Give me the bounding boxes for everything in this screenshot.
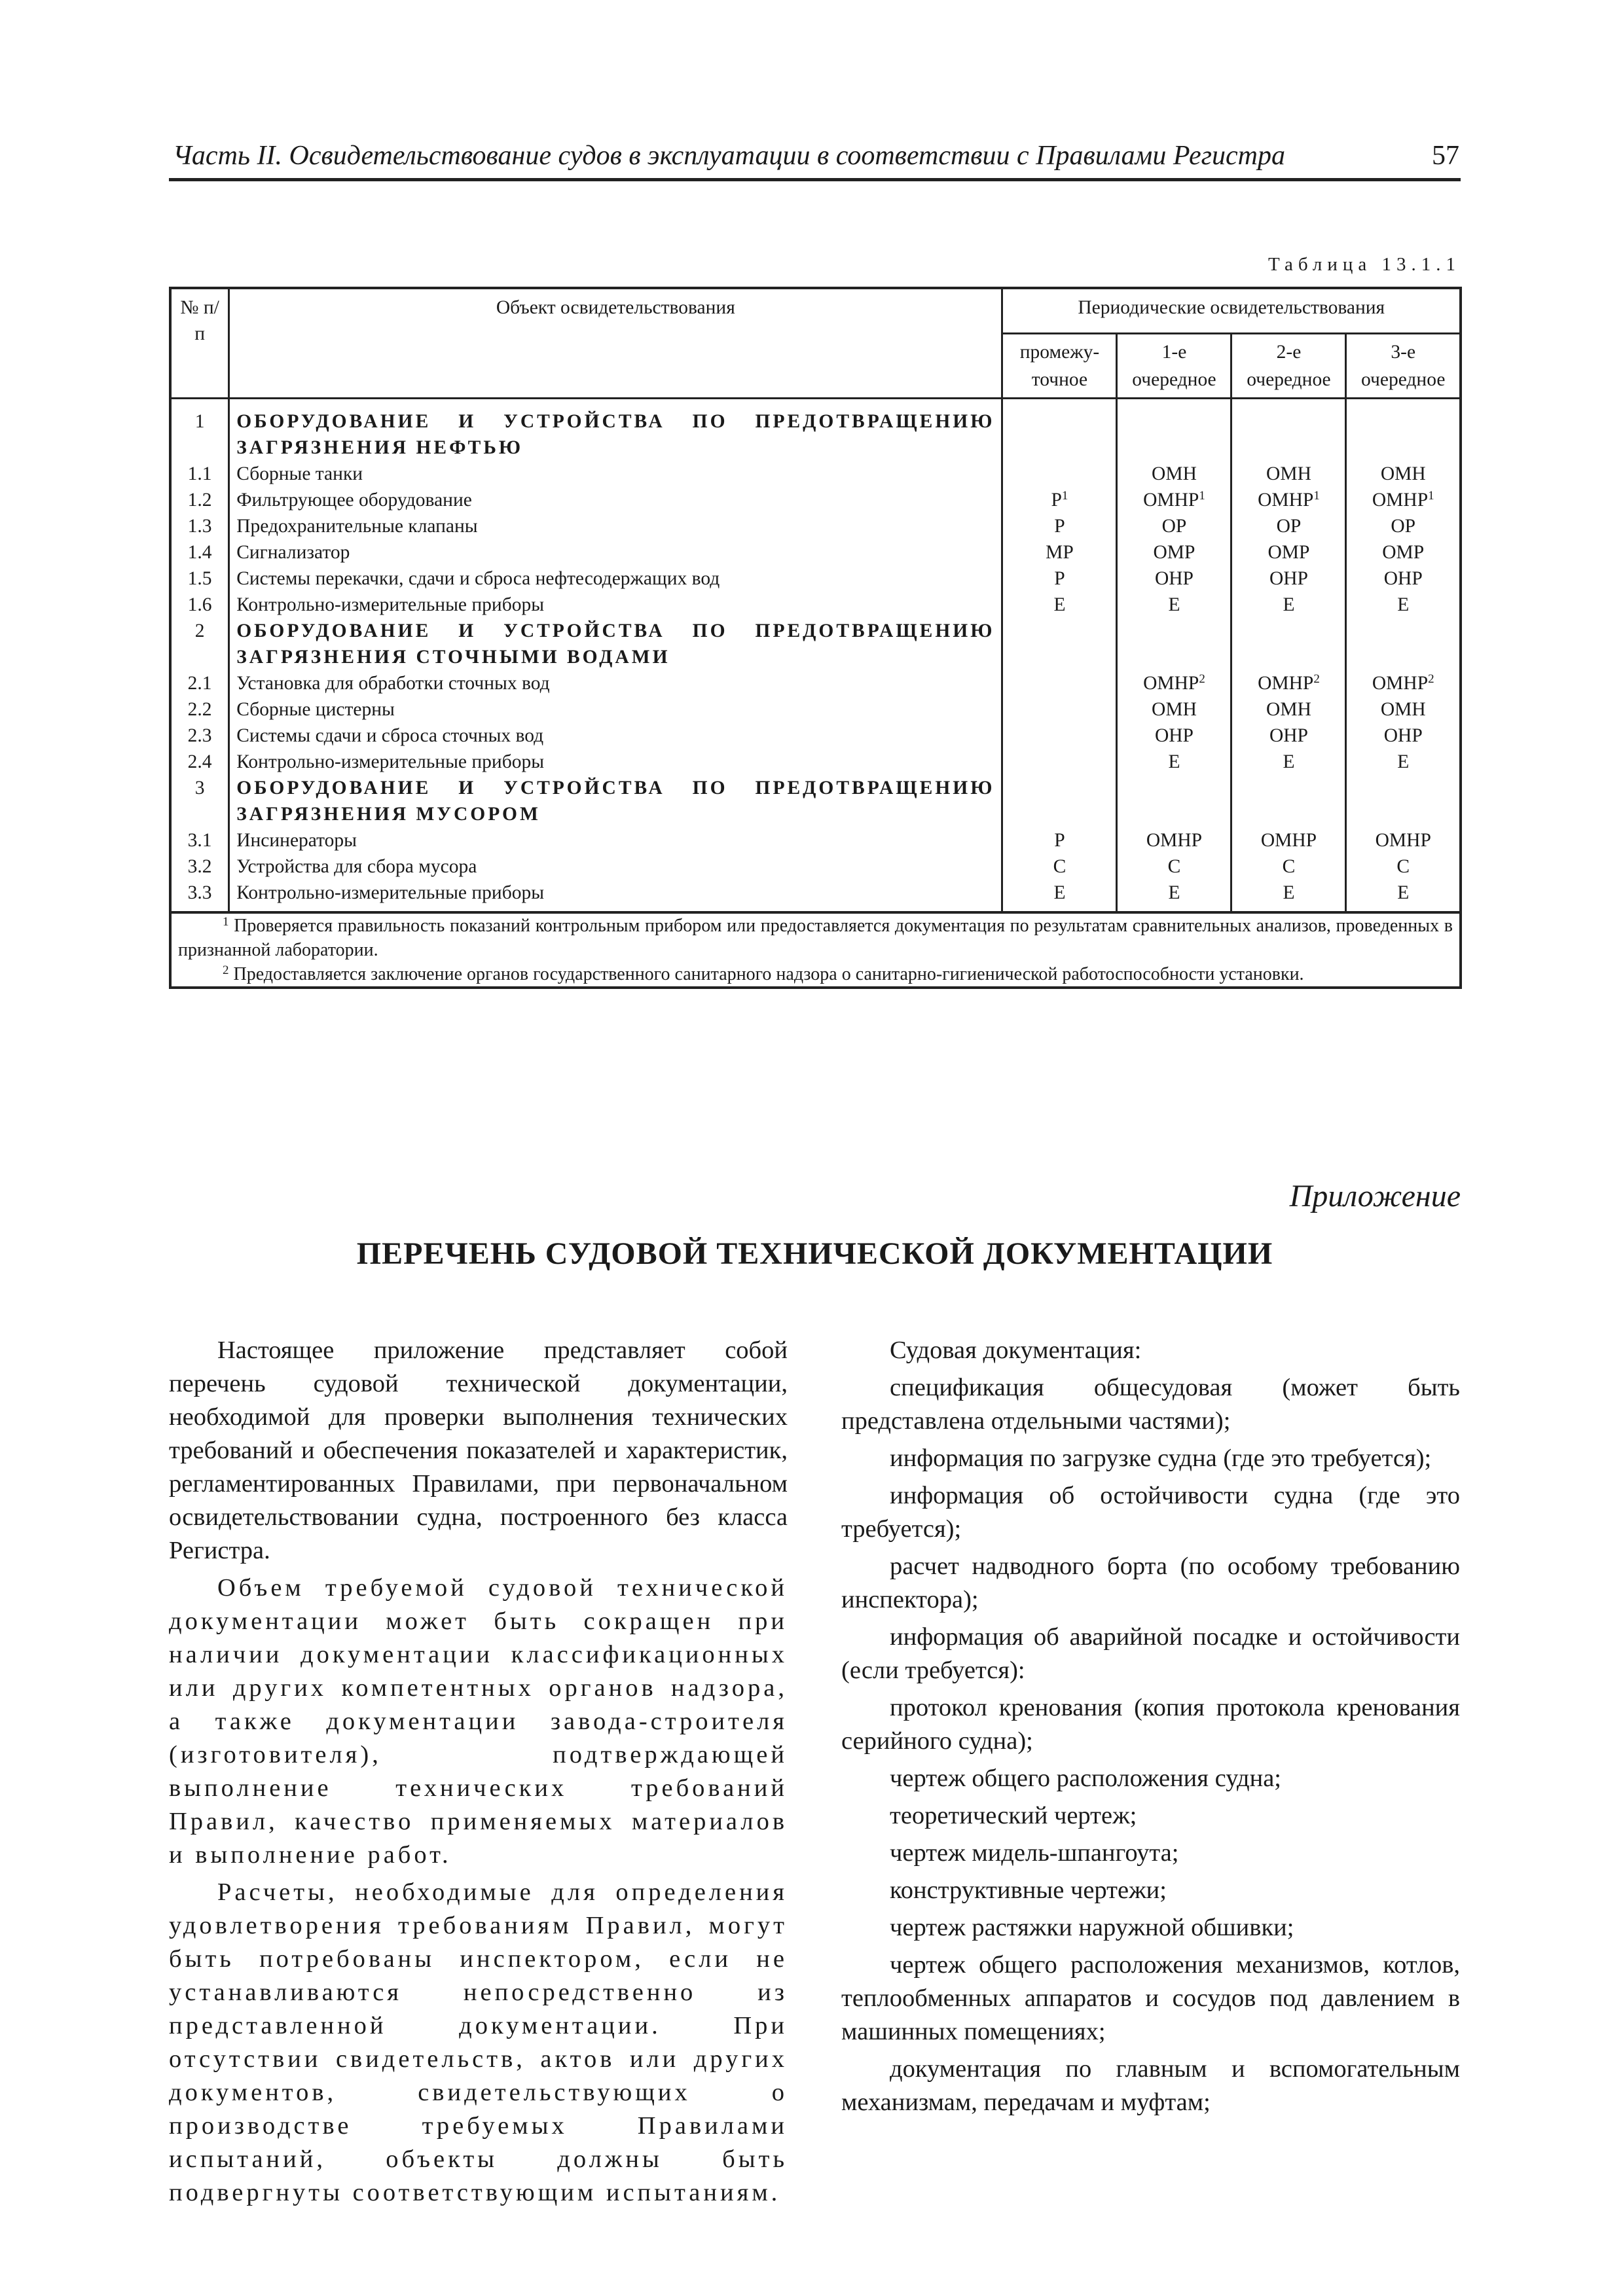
row-first: ОМНР$^2$ xyxy=(1117,670,1231,696)
list-item: чертеж общего расположения судна; xyxy=(890,1765,1281,1792)
table-row xyxy=(170,461,1461,487)
row-intermediate xyxy=(1002,670,1117,696)
row-intermediate xyxy=(1002,749,1117,775)
row-first: ОНР xyxy=(1117,565,1231,592)
row-third: ОР xyxy=(1346,513,1461,539)
table-row xyxy=(170,880,1461,912)
row-second xyxy=(1231,618,1346,670)
row-first: ОР xyxy=(1117,513,1231,539)
list-item: информация по загрузке судна (где это требуется); xyxy=(890,1444,1432,1472)
row-first: ОНР xyxy=(1117,723,1231,749)
row-intermediate: Е xyxy=(1002,592,1117,618)
table-row xyxy=(170,827,1461,853)
row-first: ОМН xyxy=(1117,696,1231,723)
row-object: Фильтрующее оборудование xyxy=(229,487,1002,513)
list-item: чертеж общего расположения механизмов, котлов, теплообменных аппаратов и сосудов под давлением в машинных помещениях; xyxy=(841,1951,1460,2045)
row-number: 1.4 xyxy=(170,539,229,565)
table-row xyxy=(170,775,1461,827)
row-intermediate xyxy=(1002,618,1117,670)
survey-table xyxy=(169,287,1462,989)
paragraph: Судовая документация: xyxy=(890,1336,1142,1364)
header-first: 1-е очередное xyxy=(1117,334,1231,399)
row-number: 1.6 xyxy=(170,592,229,618)
row-number: 2.4 xyxy=(170,749,229,775)
row-third: Е xyxy=(1346,592,1461,618)
header-third: 3-е очередное xyxy=(1346,334,1461,399)
row-object: Системы сдачи и сброса сточных вод xyxy=(229,723,1002,749)
row-third: ОНР xyxy=(1346,723,1461,749)
footnote: $^2$ Предоставляется заключение органов государственного санитарного надзора о санитарно-гигиенической работоспособности установки. xyxy=(223,963,1304,984)
row-third: ОМНР$^1$ xyxy=(1346,487,1461,513)
row-third xyxy=(1346,399,1461,461)
row-object: Сборные танки xyxy=(229,461,1002,487)
row-number: 1.3 xyxy=(170,513,229,539)
row-object: Контрольно-измерительные приборы xyxy=(229,880,1002,912)
row-number: 2.1 xyxy=(170,670,229,696)
row-number: 3.3 xyxy=(170,880,229,912)
row-third: ОМН xyxy=(1346,461,1461,487)
row-number: 3.1 xyxy=(170,827,229,853)
row-third: С xyxy=(1346,853,1461,880)
row-intermediate: $Р^1$ xyxy=(1002,487,1117,513)
header-intermediate: промежу-точное xyxy=(1002,334,1117,399)
table-row xyxy=(170,399,1461,461)
running-title: Часть II. Освидетельствование судов в эксплуатации в соответствии с Правилами Регистра xyxy=(173,141,1285,171)
row-object: Системы перекачки, сдачи и сброса нефтесодержащих вод xyxy=(229,565,1002,592)
left-column xyxy=(169,1334,788,2214)
paragraph: Расчеты, необходимые для определения удовлетворения требованиям Правил, могут быть потребованы инспектором, если не устанавливаются непосредственно из представленной документации. При отсутствии свидетельств, актов или других документов, свидетельствующих о производстве требуемых Правилами испытаний, объекты должны быть подвергнуты соответствующим испытаниям. xyxy=(169,1878,788,2206)
row-object: Инсинераторы xyxy=(229,827,1002,853)
row-intermediate: Е xyxy=(1002,880,1117,912)
row-number: 2.3 xyxy=(170,723,229,749)
row-second xyxy=(1231,775,1346,827)
list-item: протокол кренования (копия протокола кренования серийного судна); xyxy=(841,1694,1460,1755)
row-third xyxy=(1346,618,1461,670)
right-column xyxy=(841,1334,1460,2123)
header-periodic: Периодические освидетельствования xyxy=(1002,288,1461,334)
row-second: ОМНР$^1$ xyxy=(1231,487,1346,513)
row-number: 3 xyxy=(170,775,229,827)
list-item: чертеж мидель-шпангоута; xyxy=(890,1839,1179,1867)
row-second: ОМНР xyxy=(1231,827,1346,853)
row-number: 1 xyxy=(170,399,229,461)
list-item: конструктивные чертежи; xyxy=(890,1876,1167,1904)
row-second: ОНР xyxy=(1231,723,1346,749)
list-item: информация об аварийной посадке и остойчивости (если требуется): xyxy=(841,1623,1460,1684)
list-item: чертеж растяжки наружной обшивки; xyxy=(890,1914,1294,1941)
row-second: Е xyxy=(1231,880,1346,912)
row-intermediate: Р xyxy=(1002,827,1117,853)
table-row xyxy=(170,696,1461,723)
table-row xyxy=(170,618,1461,670)
row-first: Е xyxy=(1117,880,1231,912)
row-object: Сборные цистерны xyxy=(229,696,1002,723)
row-first xyxy=(1117,618,1231,670)
row-intermediate: Р xyxy=(1002,513,1117,539)
table-row xyxy=(170,749,1461,775)
table-row xyxy=(170,539,1461,565)
row-first: ОМНР xyxy=(1117,827,1231,853)
header-no: № п/п xyxy=(170,288,229,399)
row-object: Предохранительные клапаны xyxy=(229,513,1002,539)
row-object: ОБОРУДОВАНИЕ И УСТРОЙСТВА ПО ПРЕДОТВРАЩЕНИЮ ЗАГРЯЗНЕНИЯ МУСОРОМ xyxy=(229,775,1002,827)
appendix-title: ПЕРЕЧЕНЬ СУДОВОЙ ТЕХНИЧЕСКОЙ ДОКУМЕНТАЦИИ xyxy=(356,1236,1273,1271)
table-row xyxy=(170,513,1461,539)
row-second: Е xyxy=(1231,749,1346,775)
header-object: Объект освидетельствования xyxy=(229,288,1002,399)
row-second: ОМН xyxy=(1231,696,1346,723)
row-intermediate: МР xyxy=(1002,539,1117,565)
row-first: ОМН xyxy=(1117,461,1231,487)
row-object: Контрольно-измерительные приборы xyxy=(229,592,1002,618)
row-third: Е xyxy=(1346,749,1461,775)
row-first xyxy=(1117,775,1231,827)
row-third: ОМР xyxy=(1346,539,1461,565)
row-number: 1.2 xyxy=(170,487,229,513)
row-third: ОМНР xyxy=(1346,827,1461,853)
row-second: ОР xyxy=(1231,513,1346,539)
paragraph: Настоящее приложение представляет собой перечень судовой технической документации, необходимой для проверки выполнения технических требований и обеспечения показателей и характеристик, регламентированных Правилами, при первоначальном освидетельствовании судна, построенного без класса Регистра. xyxy=(169,1336,788,1564)
row-number: 2.2 xyxy=(170,696,229,723)
page-number: 57 xyxy=(1432,141,1459,171)
row-second: ОМН xyxy=(1231,461,1346,487)
row-first: С xyxy=(1117,853,1231,880)
row-intermediate xyxy=(1002,461,1117,487)
row-number: 1.5 xyxy=(170,565,229,592)
table-row xyxy=(170,853,1461,880)
row-first xyxy=(1117,399,1231,461)
row-intermediate xyxy=(1002,399,1117,461)
row-object: Сигнализатор xyxy=(229,539,1002,565)
row-second: С xyxy=(1231,853,1346,880)
table-row xyxy=(170,723,1461,749)
row-second xyxy=(1231,399,1346,461)
row-first: ОМР xyxy=(1117,539,1231,565)
row-object: Установка для обработки сточных вод xyxy=(229,670,1002,696)
appendix-label: Приложение xyxy=(1289,1179,1461,1213)
row-third: Е xyxy=(1346,880,1461,912)
row-second: ОНР xyxy=(1231,565,1346,592)
paragraph: Объем требуемой судовой технической документации может быть сокращен при наличии документации классификационных или других компетентных органов надзора, а также документации завода-строителя (изготовителя), подтверждающей выполнение технических требований Правил, качество применяемых материалов и выполнение работ. xyxy=(169,1574,788,1869)
row-first: Е xyxy=(1117,749,1231,775)
table-body xyxy=(170,399,1461,913)
table-row xyxy=(170,487,1461,513)
row-third xyxy=(1346,775,1461,827)
row-third: ОМНР$^2$ xyxy=(1346,670,1461,696)
row-object: Устройства для сбора мусора xyxy=(229,853,1002,880)
row-number: 3.2 xyxy=(170,853,229,880)
row-intermediate xyxy=(1002,696,1117,723)
list-item: расчет надводного борта (по особому требованию инспектора); xyxy=(841,1552,1460,1613)
row-intermediate: Р xyxy=(1002,565,1117,592)
table-caption: Таблица 13.1.1 xyxy=(1267,254,1461,275)
row-number: 2 xyxy=(170,618,229,670)
list-item: информация об остойчивости судна (где это требуется); xyxy=(841,1482,1460,1543)
row-object: ОБОРУДОВАНИЕ И УСТРОЙСТВА ПО ПРЕДОТВРАЩЕНИЮ ЗАГРЯЗНЕНИЯ НЕФТЬЮ xyxy=(229,399,1002,461)
header-second: 2-е очередное xyxy=(1231,334,1346,399)
list-item: теоретический чертеж; xyxy=(890,1802,1137,1829)
table-row xyxy=(170,565,1461,592)
row-intermediate: С xyxy=(1002,853,1117,880)
running-header xyxy=(169,136,1461,181)
row-first: Е xyxy=(1117,592,1231,618)
table-footnotes xyxy=(170,912,1461,988)
list-item: документация по главным и вспомогательным механизмам, передачам и муфтам; xyxy=(841,2055,1460,2116)
row-third: ОНР xyxy=(1346,565,1461,592)
row-object: Контрольно-измерительные приборы xyxy=(229,749,1002,775)
row-first: ОМНР$^1$ xyxy=(1117,487,1231,513)
row-number: 1.1 xyxy=(170,461,229,487)
row-third: ОМН xyxy=(1346,696,1461,723)
row-object: ОБОРУДОВАНИЕ И УСТРОЙСТВА ПО ПРЕДОТВРАЩЕНИЮ ЗАГРЯЗНЕНИЯ СТОЧНЫМИ ВОДАМИ xyxy=(229,618,1002,670)
table-row xyxy=(170,670,1461,696)
row-intermediate xyxy=(1002,723,1117,749)
list-item: спецификация общесудовая (может быть представлена отдельными частями); xyxy=(841,1374,1460,1435)
table-row xyxy=(170,592,1461,618)
footnote: $^1$ Проверяется правильность показаний контрольным прибором или предоставляется документация по результатам сравнительных анализов, проведенных в признанной лаборатории. xyxy=(178,915,1453,960)
row-second: Е xyxy=(1231,592,1346,618)
row-intermediate xyxy=(1002,775,1117,827)
row-second: ОМР xyxy=(1231,539,1346,565)
row-second: ОМНР$^2$ xyxy=(1231,670,1346,696)
